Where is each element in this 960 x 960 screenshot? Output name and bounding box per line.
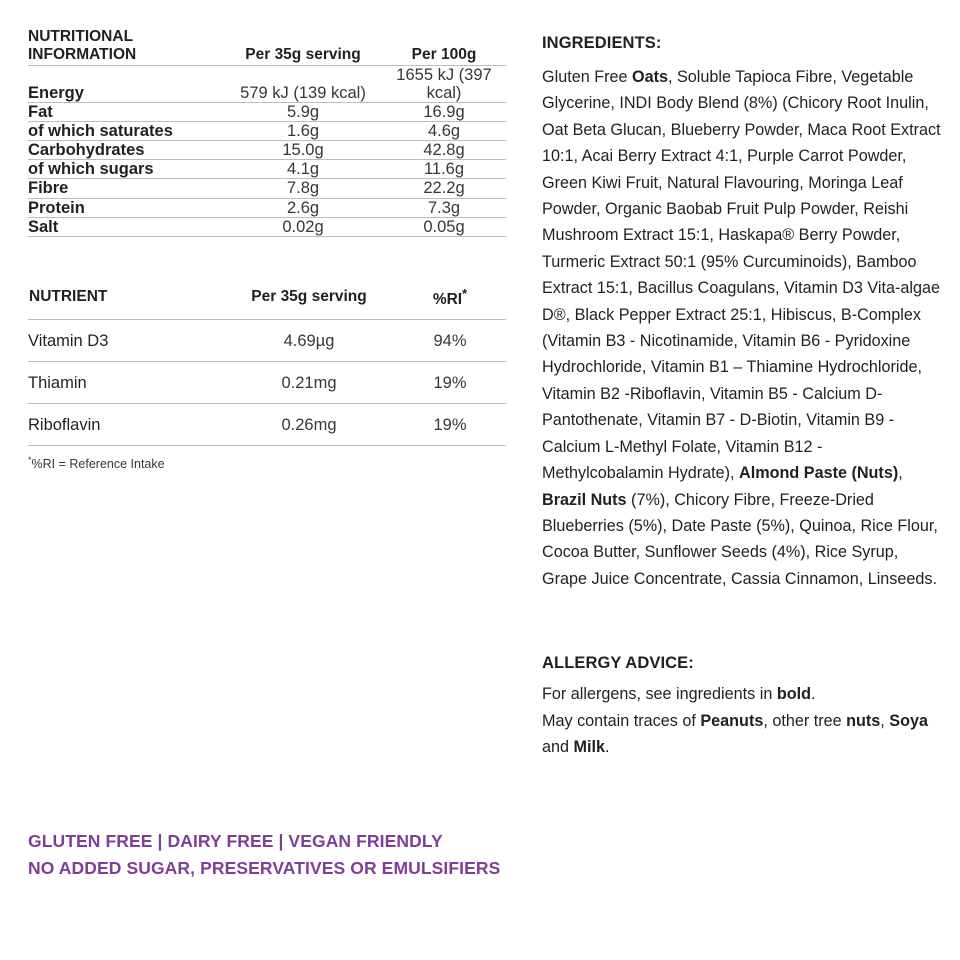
row-per-serving: 579 kJ (139 kcal) — [224, 65, 382, 102]
allergen-bold-text: bold — [776, 685, 812, 704]
column-header-per-serving: Per 35g serving — [245, 46, 361, 64]
table-row — [28, 121, 506, 140]
right-column — [542, 28, 946, 932]
table-row — [28, 65, 506, 102]
row-label: Carbohydrates — [28, 141, 224, 160]
row-per-serving: 15.0g — [224, 141, 382, 160]
ingredients-heading: INGREDIENTS: — [542, 34, 662, 52]
table-row — [28, 362, 506, 404]
ingredients-text — [542, 64, 946, 592]
row-per-100g: 1655 kJ (397 kcal) — [382, 65, 506, 102]
column-header-ri — [394, 285, 506, 320]
allergen-bold-text: Oats — [631, 68, 668, 86]
text-run: , — [880, 711, 890, 730]
column-header-nutrient: NUTRIENT — [29, 288, 108, 306]
row-label: Fat — [28, 102, 224, 121]
allergy-advice-text — [542, 681, 946, 760]
nutritional-information-table — [28, 28, 506, 237]
allergen-bold-text: Almond Paste (Nuts) — [739, 464, 899, 483]
row-per-serving: 0.02g — [224, 217, 382, 236]
footnote-text: %RI = Reference Intake — [31, 457, 165, 472]
row-per-100g: 7.3g — [382, 198, 506, 217]
row-per-100g: 4.6g — [382, 121, 506, 140]
row-per-serving: 0.21mg — [224, 362, 394, 404]
reference-intake-footnote — [28, 455, 528, 471]
nutrient-table-body — [28, 319, 506, 445]
row-per-serving: 7.8g — [224, 179, 382, 198]
text-run: For allergens, see ingredients in — [542, 685, 777, 704]
table-header-row — [28, 28, 506, 65]
row-ri: 19% — [394, 404, 506, 446]
column-header-per-serving: Per 35g serving — [251, 288, 367, 306]
text-run: (7%), Chicory Fibre, Freeze-Dried Blueberries (5%), Date Paste (5%), Quinoa, Rice Flour, Cocoa Butter, Sunflower Seeds (4%), Rice Syrup, Grape Juice Concentrate, Cassia Cinnamon, Linseeds. — [542, 490, 938, 588]
row-per-100g: 22.2g — [382, 179, 506, 198]
row-per-serving: 2.6g — [224, 198, 382, 217]
row-per-100g: 0.05g — [382, 217, 506, 236]
row-label: Vitamin D3 — [28, 319, 224, 361]
nutrient-ri-table — [28, 285, 506, 447]
row-per-serving: 5.9g — [224, 102, 382, 121]
text-run: . — [811, 685, 816, 704]
row-label: Thiamin — [28, 362, 224, 404]
text-run: and — [542, 737, 574, 756]
allergen-bold-text: Peanuts — [700, 711, 764, 730]
table-row — [28, 217, 506, 236]
footnote-asterisk: * — [28, 455, 32, 466]
row-per-100g: 11.6g — [382, 160, 506, 179]
table-row — [28, 179, 506, 198]
header-line-1: NUTRITIONAL — [28, 28, 134, 45]
product-claims — [28, 828, 500, 882]
text-run: May contain traces of — [542, 711, 701, 730]
table-row — [28, 404, 506, 446]
text-run: . — [605, 737, 610, 756]
row-label: Protein — [28, 198, 224, 217]
table-row — [28, 198, 506, 217]
row-per-serving: 4.1g — [224, 160, 382, 179]
row-ri: 94% — [394, 319, 506, 361]
text-run: Gluten Free — [542, 68, 632, 86]
header-line-2: INFORMATION — [28, 46, 137, 64]
ri-asterisk: * — [462, 285, 468, 301]
claims-line-1: GLUTEN FREE | DAIRY FREE | VEGAN FRIENDLY — [28, 831, 443, 851]
allergy-advice-block — [542, 654, 946, 760]
left-column — [28, 28, 528, 932]
table-row — [28, 160, 506, 179]
table-row — [28, 319, 506, 361]
row-label: Fibre — [28, 179, 224, 198]
ri-label: %RI — [432, 290, 463, 308]
row-per-100g: 16.9g — [382, 102, 506, 121]
row-label: Energy — [28, 65, 224, 102]
table-header-row — [28, 285, 506, 320]
table-row — [28, 141, 506, 160]
row-label: Riboflavin — [28, 404, 224, 446]
allergen-bold-text: Soya — [889, 711, 928, 730]
row-per-serving: 0.26mg — [224, 404, 394, 446]
column-header-per-100g: Per 100g — [411, 46, 477, 64]
text-run: , other tree — [763, 711, 847, 730]
row-ri: 19% — [394, 362, 506, 404]
row-per-100g: 42.8g — [382, 141, 506, 160]
text-run: , — [898, 464, 903, 483]
row-label: of which saturates — [28, 121, 224, 140]
allergy-advice-heading: ALLERGY ADVICE: — [542, 654, 694, 673]
table-spacer — [28, 237, 528, 285]
nutritional-table-body — [28, 65, 506, 236]
allergen-bold-text: Brazil Nuts — [542, 490, 627, 509]
column-header-nutritional-information — [28, 28, 224, 65]
row-per-serving: 1.6g — [224, 121, 382, 140]
row-per-serving: 4.69µg — [224, 319, 394, 361]
table-row — [28, 102, 506, 121]
text-run: , Soluble Tapioca Fibre, Vegetable Glycerine, INDI Body Blend (8%) (Chicory Root Inulin, Oat Beta Glucan, Blueberry Powder, Maca Root Extract 10:1, Acai Berry Extract 4:1, Purple Carrot Powder, Green Kiwi Fruit, Natural Flavouring, Moringa Leaf Powder, Organic Baobab Fruit Pulp Powder, Reishi Mushroom Extract 15:1, Haskapa® Berry Powder, Turmeric Extract 50:1 (95% Curcuminoids), Bamboo Extract 15:1, Bacillus Coagulans, Vitamin D3 Vita-algae D®, Black Pepper Extract 25:1, Hibiscus, B-Complex (Vitamin B3 - Nicotinamide, Vitamin B6 - Pyridoxine Hydrochloride, Vitamin B1 – Thiamine Hydrochloride, Vitamin B2 -Riboflavin, Vitamin B5 - Calcium D-Pantothenate, Vitamin B7 - D-Biotin, Vitamin B9 - Calcium L-Methyl Folate, Vitamin B12 - Methylcobalamin Hydrate), — [542, 68, 941, 483]
row-label: of which sugars — [28, 160, 224, 179]
allergen-bold-text: nuts — [846, 711, 881, 730]
row-label: Salt — [28, 217, 224, 236]
claims-line-2: NO ADDED SUGAR, PRESERVATIVES OR EMULSIFIERS — [28, 858, 501, 879]
allergen-bold-text: Milk — [573, 737, 605, 756]
